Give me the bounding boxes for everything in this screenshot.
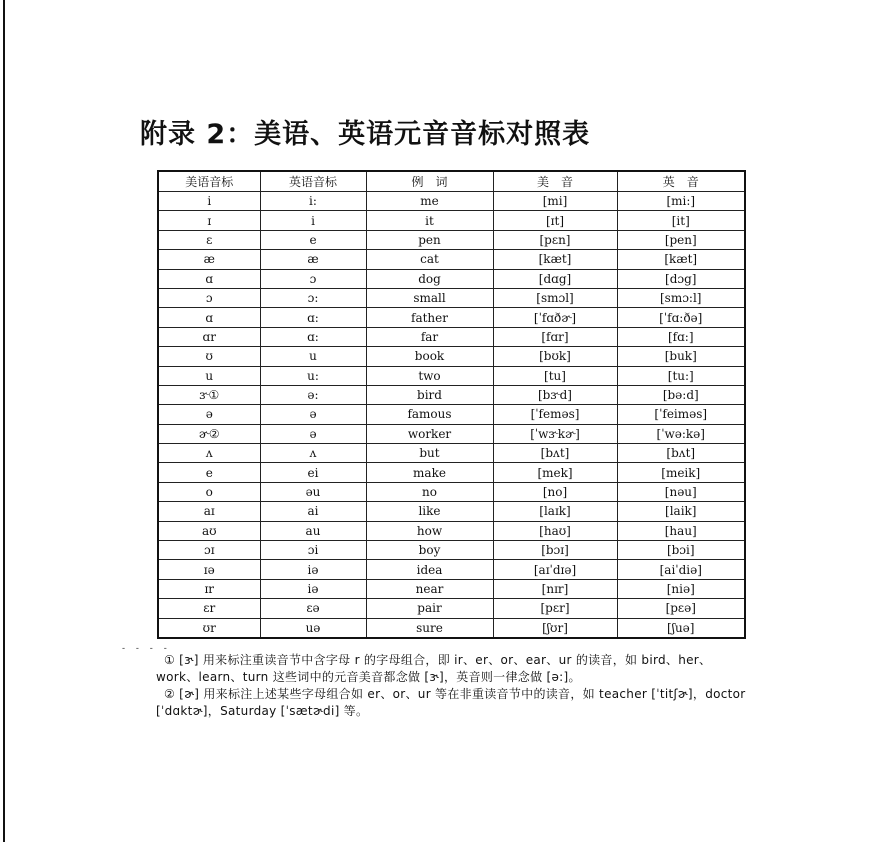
cell-example-word: like bbox=[366, 502, 493, 521]
header-british-pronunciation: 英 音 bbox=[617, 171, 745, 192]
cell-british-pronunciation: [mi:] bbox=[617, 192, 745, 211]
cell-british-symbol: i: bbox=[260, 192, 366, 211]
cell-american-symbol: ɚ② bbox=[158, 424, 260, 443]
table-row bbox=[158, 560, 745, 579]
cell-american-pronunciation: [tu] bbox=[493, 366, 617, 385]
table-header-row bbox=[158, 171, 745, 192]
cell-example-word: sure bbox=[366, 618, 493, 638]
cell-british-pronunciation: [ˈfeiməs] bbox=[617, 405, 745, 424]
cell-american-symbol: ʊr bbox=[158, 618, 260, 638]
table-row bbox=[158, 599, 745, 618]
cell-american-pronunciation: [ʃʊr] bbox=[493, 618, 617, 638]
table-row bbox=[158, 579, 745, 598]
cell-british-symbol: ə bbox=[260, 405, 366, 424]
cell-american-symbol: ɪ bbox=[158, 211, 260, 230]
cell-example-word: idea bbox=[366, 560, 493, 579]
cell-american-pronunciation: [haʊ] bbox=[493, 521, 617, 540]
cell-british-pronunciation: [hau] bbox=[617, 521, 745, 540]
table-row bbox=[158, 308, 745, 327]
cell-example-word: make bbox=[366, 463, 493, 482]
cell-american-pronunciation: [dɑg] bbox=[493, 269, 617, 288]
cell-american-pronunciation: [bʌt] bbox=[493, 444, 617, 463]
cell-example-word: worker bbox=[366, 424, 493, 443]
table-row bbox=[158, 482, 745, 501]
cell-british-symbol: iə bbox=[260, 579, 366, 598]
table-row bbox=[158, 424, 745, 443]
cell-british-pronunciation: [pen] bbox=[617, 230, 745, 249]
table-row bbox=[158, 211, 745, 230]
cell-british-symbol: ɔ bbox=[260, 269, 366, 288]
cell-american-symbol: ɑ bbox=[158, 308, 260, 327]
cell-british-symbol: i bbox=[260, 211, 366, 230]
cell-american-symbol: ɝ① bbox=[158, 385, 260, 404]
table-row bbox=[158, 618, 745, 638]
cell-british-pronunciation: [pεə] bbox=[617, 599, 745, 618]
cell-american-symbol: aɪ bbox=[158, 502, 260, 521]
cell-american-pronunciation: [ˈfeməs] bbox=[493, 405, 617, 424]
cell-example-word: bird bbox=[366, 385, 493, 404]
cell-british-symbol: u: bbox=[260, 366, 366, 385]
cell-example-word: pen bbox=[366, 230, 493, 249]
cell-british-symbol: u bbox=[260, 347, 366, 366]
table-row bbox=[158, 444, 745, 463]
cell-british-symbol: æ bbox=[260, 250, 366, 269]
header-american-symbol: 美语音标 bbox=[158, 171, 260, 192]
cell-british-symbol: εə bbox=[260, 599, 366, 618]
header-british-symbol: 英语音标 bbox=[260, 171, 366, 192]
cell-american-symbol: ɔɪ bbox=[158, 541, 260, 560]
cell-british-pronunciation: [tu:] bbox=[617, 366, 745, 385]
cell-british-symbol: ɑ: bbox=[260, 327, 366, 346]
page-left-edge bbox=[3, 0, 5, 842]
cell-american-pronunciation: [fɑr] bbox=[493, 327, 617, 346]
cell-british-pronunciation: [dɔg] bbox=[617, 269, 745, 288]
cell-british-pronunciation: [fɑ:] bbox=[617, 327, 745, 346]
cell-british-symbol: ʌ bbox=[260, 444, 366, 463]
table-row bbox=[158, 405, 745, 424]
cell-example-word: father bbox=[366, 308, 493, 327]
cell-british-symbol: ɑ: bbox=[260, 308, 366, 327]
cell-american-pronunciation: [ˈfɑðɚ] bbox=[493, 308, 617, 327]
table-body bbox=[158, 192, 745, 638]
cell-example-word: book bbox=[366, 347, 493, 366]
table-row bbox=[158, 288, 745, 307]
cell-british-pronunciation: [bə:d] bbox=[617, 385, 745, 404]
footnote-2: ② [ɚ] 用来标注上述某些字母组合如 er、or、ur 等在非重读音节中的读音，如 teacher [ˈtitʃɚ]，doctor [ˈdɑktɚ]，Saturday [ˈsætɚdi] 等。 bbox=[156, 687, 746, 718]
cell-example-word: how bbox=[366, 521, 493, 540]
cell-american-pronunciation: [pɛr] bbox=[493, 599, 617, 618]
cell-british-pronunciation: [ˈfɑ:ðə] bbox=[617, 308, 745, 327]
cell-american-pronunciation: [ˈwɝkɚ] bbox=[493, 424, 617, 443]
cell-american-pronunciation: [bʊk] bbox=[493, 347, 617, 366]
cell-american-pronunciation: [aɪˈdɪə] bbox=[493, 560, 617, 579]
cell-american-symbol: i bbox=[158, 192, 260, 211]
cell-british-pronunciation: [ʃuə] bbox=[617, 618, 745, 638]
cell-american-pronunciation: [bɔɪ] bbox=[493, 541, 617, 560]
cell-american-pronunciation: [laɪk] bbox=[493, 502, 617, 521]
cell-british-symbol: iə bbox=[260, 560, 366, 579]
table-row bbox=[158, 521, 745, 540]
cell-american-pronunciation: [mek] bbox=[493, 463, 617, 482]
cell-example-word: famous bbox=[366, 405, 493, 424]
cell-example-word: me bbox=[366, 192, 493, 211]
cell-example-word: boy bbox=[366, 541, 493, 560]
cell-example-word: far bbox=[366, 327, 493, 346]
table-row bbox=[158, 385, 745, 404]
header-example-word: 例 词 bbox=[366, 171, 493, 192]
cell-american-symbol: e bbox=[158, 463, 260, 482]
table-row bbox=[158, 366, 745, 385]
cell-american-pronunciation: [kæt] bbox=[493, 250, 617, 269]
cell-british-symbol: ei bbox=[260, 463, 366, 482]
cell-example-word: dog bbox=[366, 269, 493, 288]
cell-example-word: small bbox=[366, 288, 493, 307]
cell-british-symbol: ə: bbox=[260, 385, 366, 404]
cell-american-symbol: ɛr bbox=[158, 599, 260, 618]
cell-british-pronunciation: [laik] bbox=[617, 502, 745, 521]
cell-american-symbol: ɑ bbox=[158, 269, 260, 288]
cell-example-word: two bbox=[366, 366, 493, 385]
cell-british-symbol: au bbox=[260, 521, 366, 540]
cell-british-pronunciation: [bʌt] bbox=[617, 444, 745, 463]
cell-example-word: but bbox=[366, 444, 493, 463]
cell-british-pronunciation: [kæt] bbox=[617, 250, 745, 269]
cell-british-symbol: ɔi bbox=[260, 541, 366, 560]
footnote-1: ① [ɝ] 用来标注重读音节中含字母 r 的字母组合，即 ir、er、or、ear、ur 的读音，如 bird、her、work、learn、turn 这些词中的元音美音都念做 [ɝ]，英音则一律念做 [ə:]。 bbox=[156, 653, 712, 684]
cell-american-symbol: ʊ bbox=[158, 347, 260, 366]
cell-british-pronunciation: [bɔi] bbox=[617, 541, 745, 560]
cell-american-pronunciation: [bɝd] bbox=[493, 385, 617, 404]
cell-example-word: near bbox=[366, 579, 493, 598]
table-row bbox=[158, 269, 745, 288]
cell-british-pronunciation: [niə] bbox=[617, 579, 745, 598]
cell-british-symbol: uə bbox=[260, 618, 366, 638]
page-title: 附录 2：美语、英语元音音标对照表 bbox=[140, 119, 591, 150]
cell-american-symbol: ə bbox=[158, 405, 260, 424]
table-row bbox=[158, 230, 745, 249]
cell-example-word: cat bbox=[366, 250, 493, 269]
cell-british-symbol: ai bbox=[260, 502, 366, 521]
cell-american-symbol: ɛ bbox=[158, 230, 260, 249]
cell-american-pronunciation: [ɪt] bbox=[493, 211, 617, 230]
cell-american-symbol: ɪr bbox=[158, 579, 260, 598]
table-row bbox=[158, 250, 745, 269]
cell-american-symbol: aʊ bbox=[158, 521, 260, 540]
cell-american-symbol: ɪə bbox=[158, 560, 260, 579]
cell-american-symbol: ɔ bbox=[158, 288, 260, 307]
table-row bbox=[158, 541, 745, 560]
cell-british-pronunciation: [ˈwə:kə] bbox=[617, 424, 745, 443]
cell-british-symbol: e bbox=[260, 230, 366, 249]
header-american-pronunciation: 美 音 bbox=[493, 171, 617, 192]
cell-example-word: pair bbox=[366, 599, 493, 618]
table-row bbox=[158, 327, 745, 346]
cell-british-pronunciation: [aiˈdiə] bbox=[617, 560, 745, 579]
table-row bbox=[158, 347, 745, 366]
cell-example-word: no bbox=[366, 482, 493, 501]
cell-american-pronunciation: [no] bbox=[493, 482, 617, 501]
cell-example-word: it bbox=[366, 211, 493, 230]
table-row bbox=[158, 502, 745, 521]
cell-british-symbol: ɔ: bbox=[260, 288, 366, 307]
cell-american-pronunciation: [smɔl] bbox=[493, 288, 617, 307]
cell-british-symbol: əu bbox=[260, 482, 366, 501]
table-row bbox=[158, 463, 745, 482]
vowel-comparison-table bbox=[157, 170, 746, 639]
cell-american-symbol: ɑr bbox=[158, 327, 260, 346]
cell-british-pronunciation: [it] bbox=[617, 211, 745, 230]
cell-american-pronunciation: [pɛn] bbox=[493, 230, 617, 249]
cell-american-symbol: æ bbox=[158, 250, 260, 269]
cell-american-pronunciation: [mi] bbox=[493, 192, 617, 211]
decorative-dashes: - - - - bbox=[122, 644, 171, 654]
cell-american-symbol: o bbox=[158, 482, 260, 501]
cell-british-pronunciation: [smɔ:l] bbox=[617, 288, 745, 307]
table-row bbox=[158, 192, 745, 211]
cell-american-symbol: ʌ bbox=[158, 444, 260, 463]
cell-british-pronunciation: [meik] bbox=[617, 463, 745, 482]
cell-american-symbol: u bbox=[158, 366, 260, 385]
cell-british-pronunciation: [buk] bbox=[617, 347, 745, 366]
cell-american-pronunciation: [nɪr] bbox=[493, 579, 617, 598]
cell-british-symbol: ə bbox=[260, 424, 366, 443]
cell-british-pronunciation: [nəu] bbox=[617, 482, 745, 501]
footnotes bbox=[156, 652, 752, 720]
